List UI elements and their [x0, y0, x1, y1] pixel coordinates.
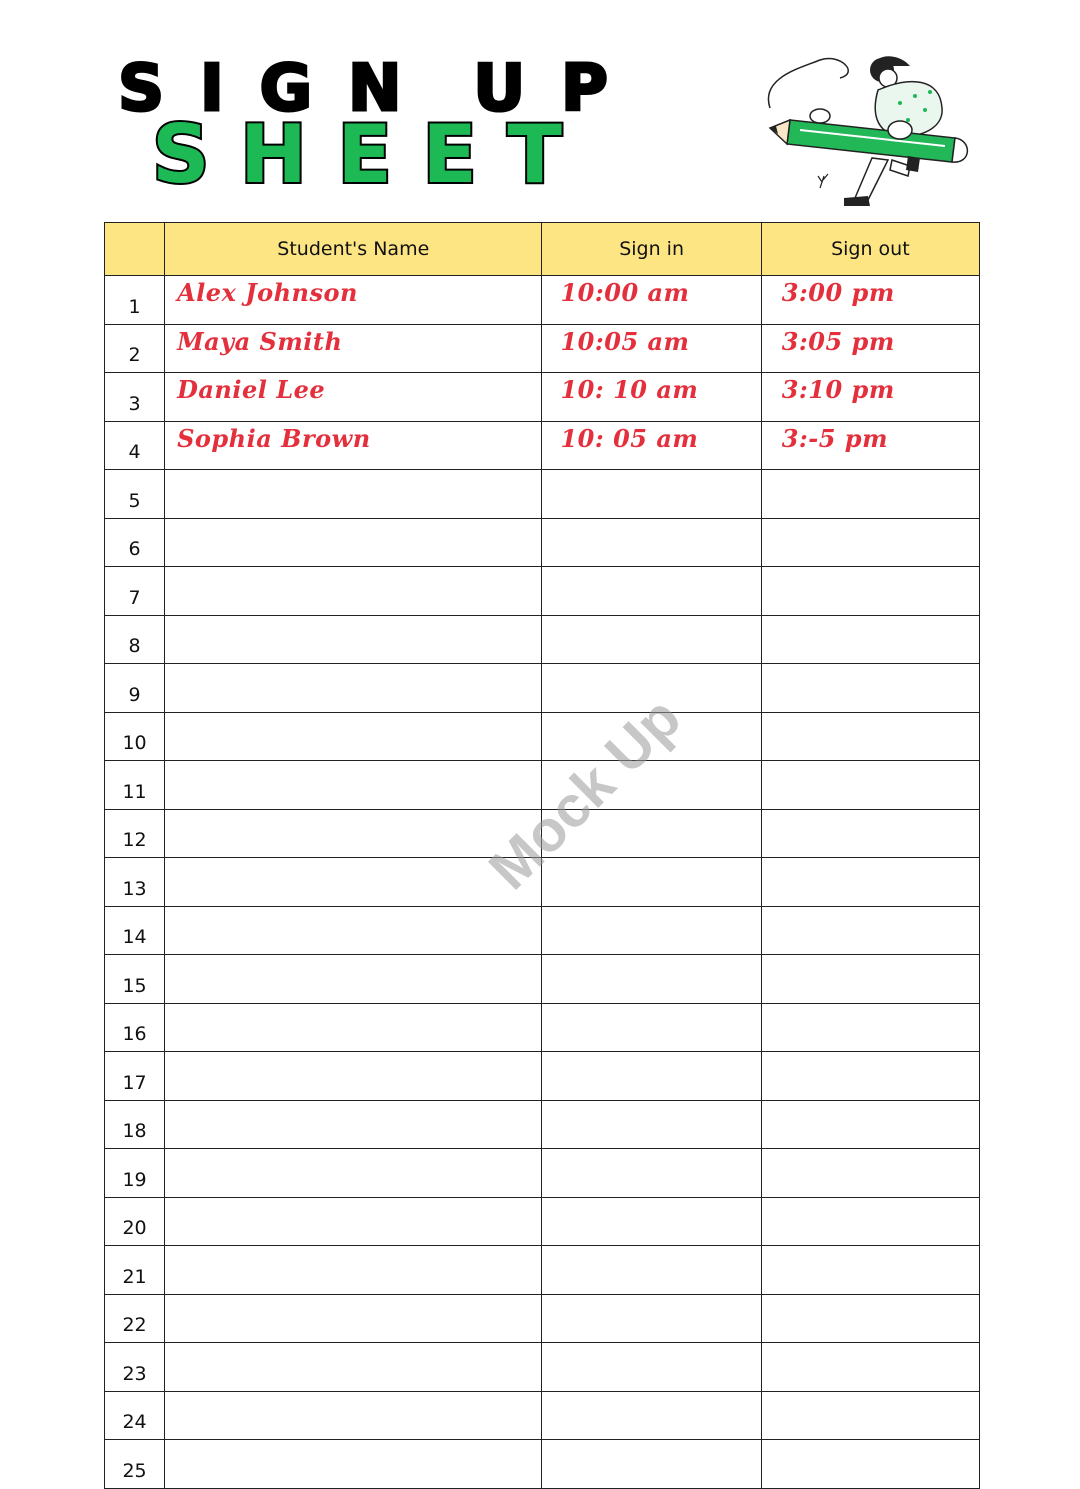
table-row	[105, 712, 980, 761]
sign-in-cell	[542, 470, 761, 519]
sign-out-cell	[761, 906, 979, 955]
student-name-cell	[165, 1440, 542, 1489]
sign-in-cell	[542, 1100, 761, 1149]
table-row	[105, 1197, 980, 1246]
student-name-cell	[165, 712, 542, 761]
row-number: 4	[105, 421, 165, 470]
sign-out-cell: 3:10 pm	[761, 373, 979, 422]
sign-in-cell	[542, 1052, 761, 1101]
title-letter: E	[337, 108, 392, 201]
student-name-cell	[165, 1197, 542, 1246]
header-student-name: Student's Name	[165, 223, 542, 276]
sign-out-cell	[761, 518, 979, 567]
student-name-cell	[165, 470, 542, 519]
table-row	[105, 809, 980, 858]
title-letter: G	[259, 52, 313, 126]
sign-up-table	[104, 222, 980, 1489]
table-row	[105, 518, 980, 567]
sign-in-cell: 10: 10 am	[542, 373, 761, 422]
student-name-cell	[165, 761, 542, 810]
table-row	[105, 906, 980, 955]
title-letter: H	[240, 108, 307, 201]
title-letter: U	[473, 52, 526, 126]
sign-out-cell	[761, 809, 979, 858]
row-number: 9	[105, 664, 165, 713]
sign-out-cell: 3:05 pm	[761, 324, 979, 373]
student-name-cell	[165, 906, 542, 955]
row-number: 6	[105, 518, 165, 567]
student-name-cell	[165, 615, 542, 664]
table-row	[105, 1294, 980, 1343]
sign-in-cell	[542, 858, 761, 907]
row-number: 8	[105, 615, 165, 664]
table-row	[105, 858, 980, 907]
table-row	[105, 1149, 980, 1198]
sign-out-cell: 3:00 pm	[761, 276, 979, 325]
table-row	[105, 1100, 980, 1149]
row-number: 11	[105, 761, 165, 810]
row-number: 19	[105, 1149, 165, 1198]
student-name-cell: Maya Smith	[165, 324, 542, 373]
student-name-cell: Sophia Brown	[165, 421, 542, 470]
sign-in-cell	[542, 567, 761, 616]
sign-out-cell	[761, 1197, 979, 1246]
row-number: 15	[105, 955, 165, 1004]
student-name-cell	[165, 1343, 542, 1392]
student-name-cell	[165, 664, 542, 713]
student-name-cell: Daniel Lee	[165, 373, 542, 422]
student-name-cell	[165, 567, 542, 616]
student-name-cell	[165, 1052, 542, 1101]
table-row	[105, 1391, 980, 1440]
table-row	[105, 373, 980, 422]
sign-in-cell	[542, 1003, 761, 1052]
header-number	[105, 223, 165, 276]
sign-out-cell	[761, 470, 979, 519]
title-letter: I	[199, 52, 224, 126]
table-row	[105, 615, 980, 664]
sign-in-cell	[542, 955, 761, 1004]
row-number: 13	[105, 858, 165, 907]
sign-out-cell	[761, 1294, 979, 1343]
sign-out-cell	[761, 761, 979, 810]
sign-out-cell	[761, 664, 979, 713]
row-number: 24	[105, 1391, 165, 1440]
student-name-cell	[165, 518, 542, 567]
sign-out-cell	[761, 1440, 979, 1489]
sign-in-cell	[542, 761, 761, 810]
sign-out-cell	[761, 1052, 979, 1101]
table-row	[105, 276, 980, 325]
student-name-cell	[165, 955, 542, 1004]
row-number: 5	[105, 470, 165, 519]
sign-out-cell	[761, 1100, 979, 1149]
title-letter: S	[152, 108, 210, 201]
row-number: 25	[105, 1440, 165, 1489]
title-letter: P	[561, 52, 608, 126]
person-carrying-pencil-icon	[760, 48, 980, 213]
sign-in-cell	[542, 615, 761, 664]
header-sign-out: Sign out	[761, 223, 979, 276]
sign-in-cell	[542, 1391, 761, 1440]
watermark: Mock Up	[476, 685, 694, 902]
sign-out-cell	[761, 615, 979, 664]
sign-in-cell	[542, 1440, 761, 1489]
table-row	[105, 1343, 980, 1392]
row-number: 18	[105, 1100, 165, 1149]
sign-in-cell	[542, 809, 761, 858]
row-number: 21	[105, 1246, 165, 1295]
table-row	[105, 955, 980, 1004]
table-row	[105, 664, 980, 713]
table-row	[105, 470, 980, 519]
sign-in-cell	[542, 664, 761, 713]
student-name-cell	[165, 1294, 542, 1343]
student-name-cell	[165, 1246, 542, 1295]
table-row	[105, 1052, 980, 1101]
row-number: 3	[105, 373, 165, 422]
row-number: 17	[105, 1052, 165, 1101]
row-number: 14	[105, 906, 165, 955]
row-number: 12	[105, 809, 165, 858]
row-number: 22	[105, 1294, 165, 1343]
sign-out-cell	[761, 1343, 979, 1392]
table-row	[105, 421, 980, 470]
row-number: 16	[105, 1003, 165, 1052]
sign-out-cell	[761, 1246, 979, 1295]
sign-out-cell: 3:-5 pm	[761, 421, 979, 470]
student-name-cell	[165, 1003, 542, 1052]
sign-out-cell	[761, 858, 979, 907]
student-name-cell	[165, 809, 542, 858]
sign-in-cell: 10:05 am	[542, 324, 761, 373]
student-name-cell	[165, 1391, 542, 1440]
row-number: 23	[105, 1343, 165, 1392]
row-number: 7	[105, 567, 165, 616]
student-name-cell	[165, 1100, 542, 1149]
sign-in-cell	[542, 1294, 761, 1343]
sign-out-cell	[761, 1149, 979, 1198]
table-row	[105, 567, 980, 616]
sign-out-cell	[761, 955, 979, 1004]
table-row	[105, 761, 980, 810]
sign-in-cell	[542, 1246, 761, 1295]
row-number: 1	[105, 276, 165, 325]
title-letter: E	[422, 108, 478, 201]
student-name-cell	[165, 1149, 542, 1198]
sign-out-cell	[761, 712, 979, 761]
table-header-row	[105, 223, 980, 276]
table-row	[105, 1003, 980, 1052]
sign-in-cell	[542, 906, 761, 955]
header-sign-in: Sign in	[542, 223, 761, 276]
sign-in-cell	[542, 1149, 761, 1198]
title-letter: T	[507, 108, 562, 201]
sign-out-cell	[761, 1003, 979, 1052]
title-sheet	[152, 108, 562, 201]
sign-in-cell	[542, 1343, 761, 1392]
sign-in-cell	[542, 518, 761, 567]
sign-out-cell	[761, 567, 979, 616]
sign-in-cell: 10:00 am	[542, 276, 761, 325]
row-number: 20	[105, 1197, 165, 1246]
sign-in-cell	[542, 712, 761, 761]
title-letter: S	[118, 52, 165, 126]
table-row	[105, 324, 980, 373]
student-name-cell: Alex Johnson	[165, 276, 542, 325]
row-number: 10	[105, 712, 165, 761]
sign-in-cell: 10: 05 am	[542, 421, 761, 470]
sign-in-cell	[542, 1197, 761, 1246]
table-row	[105, 1440, 980, 1489]
row-number: 2	[105, 324, 165, 373]
title-letter: N	[347, 52, 402, 126]
table-row	[105, 1246, 980, 1295]
sign-out-cell	[761, 1391, 979, 1440]
student-name-cell	[165, 858, 542, 907]
